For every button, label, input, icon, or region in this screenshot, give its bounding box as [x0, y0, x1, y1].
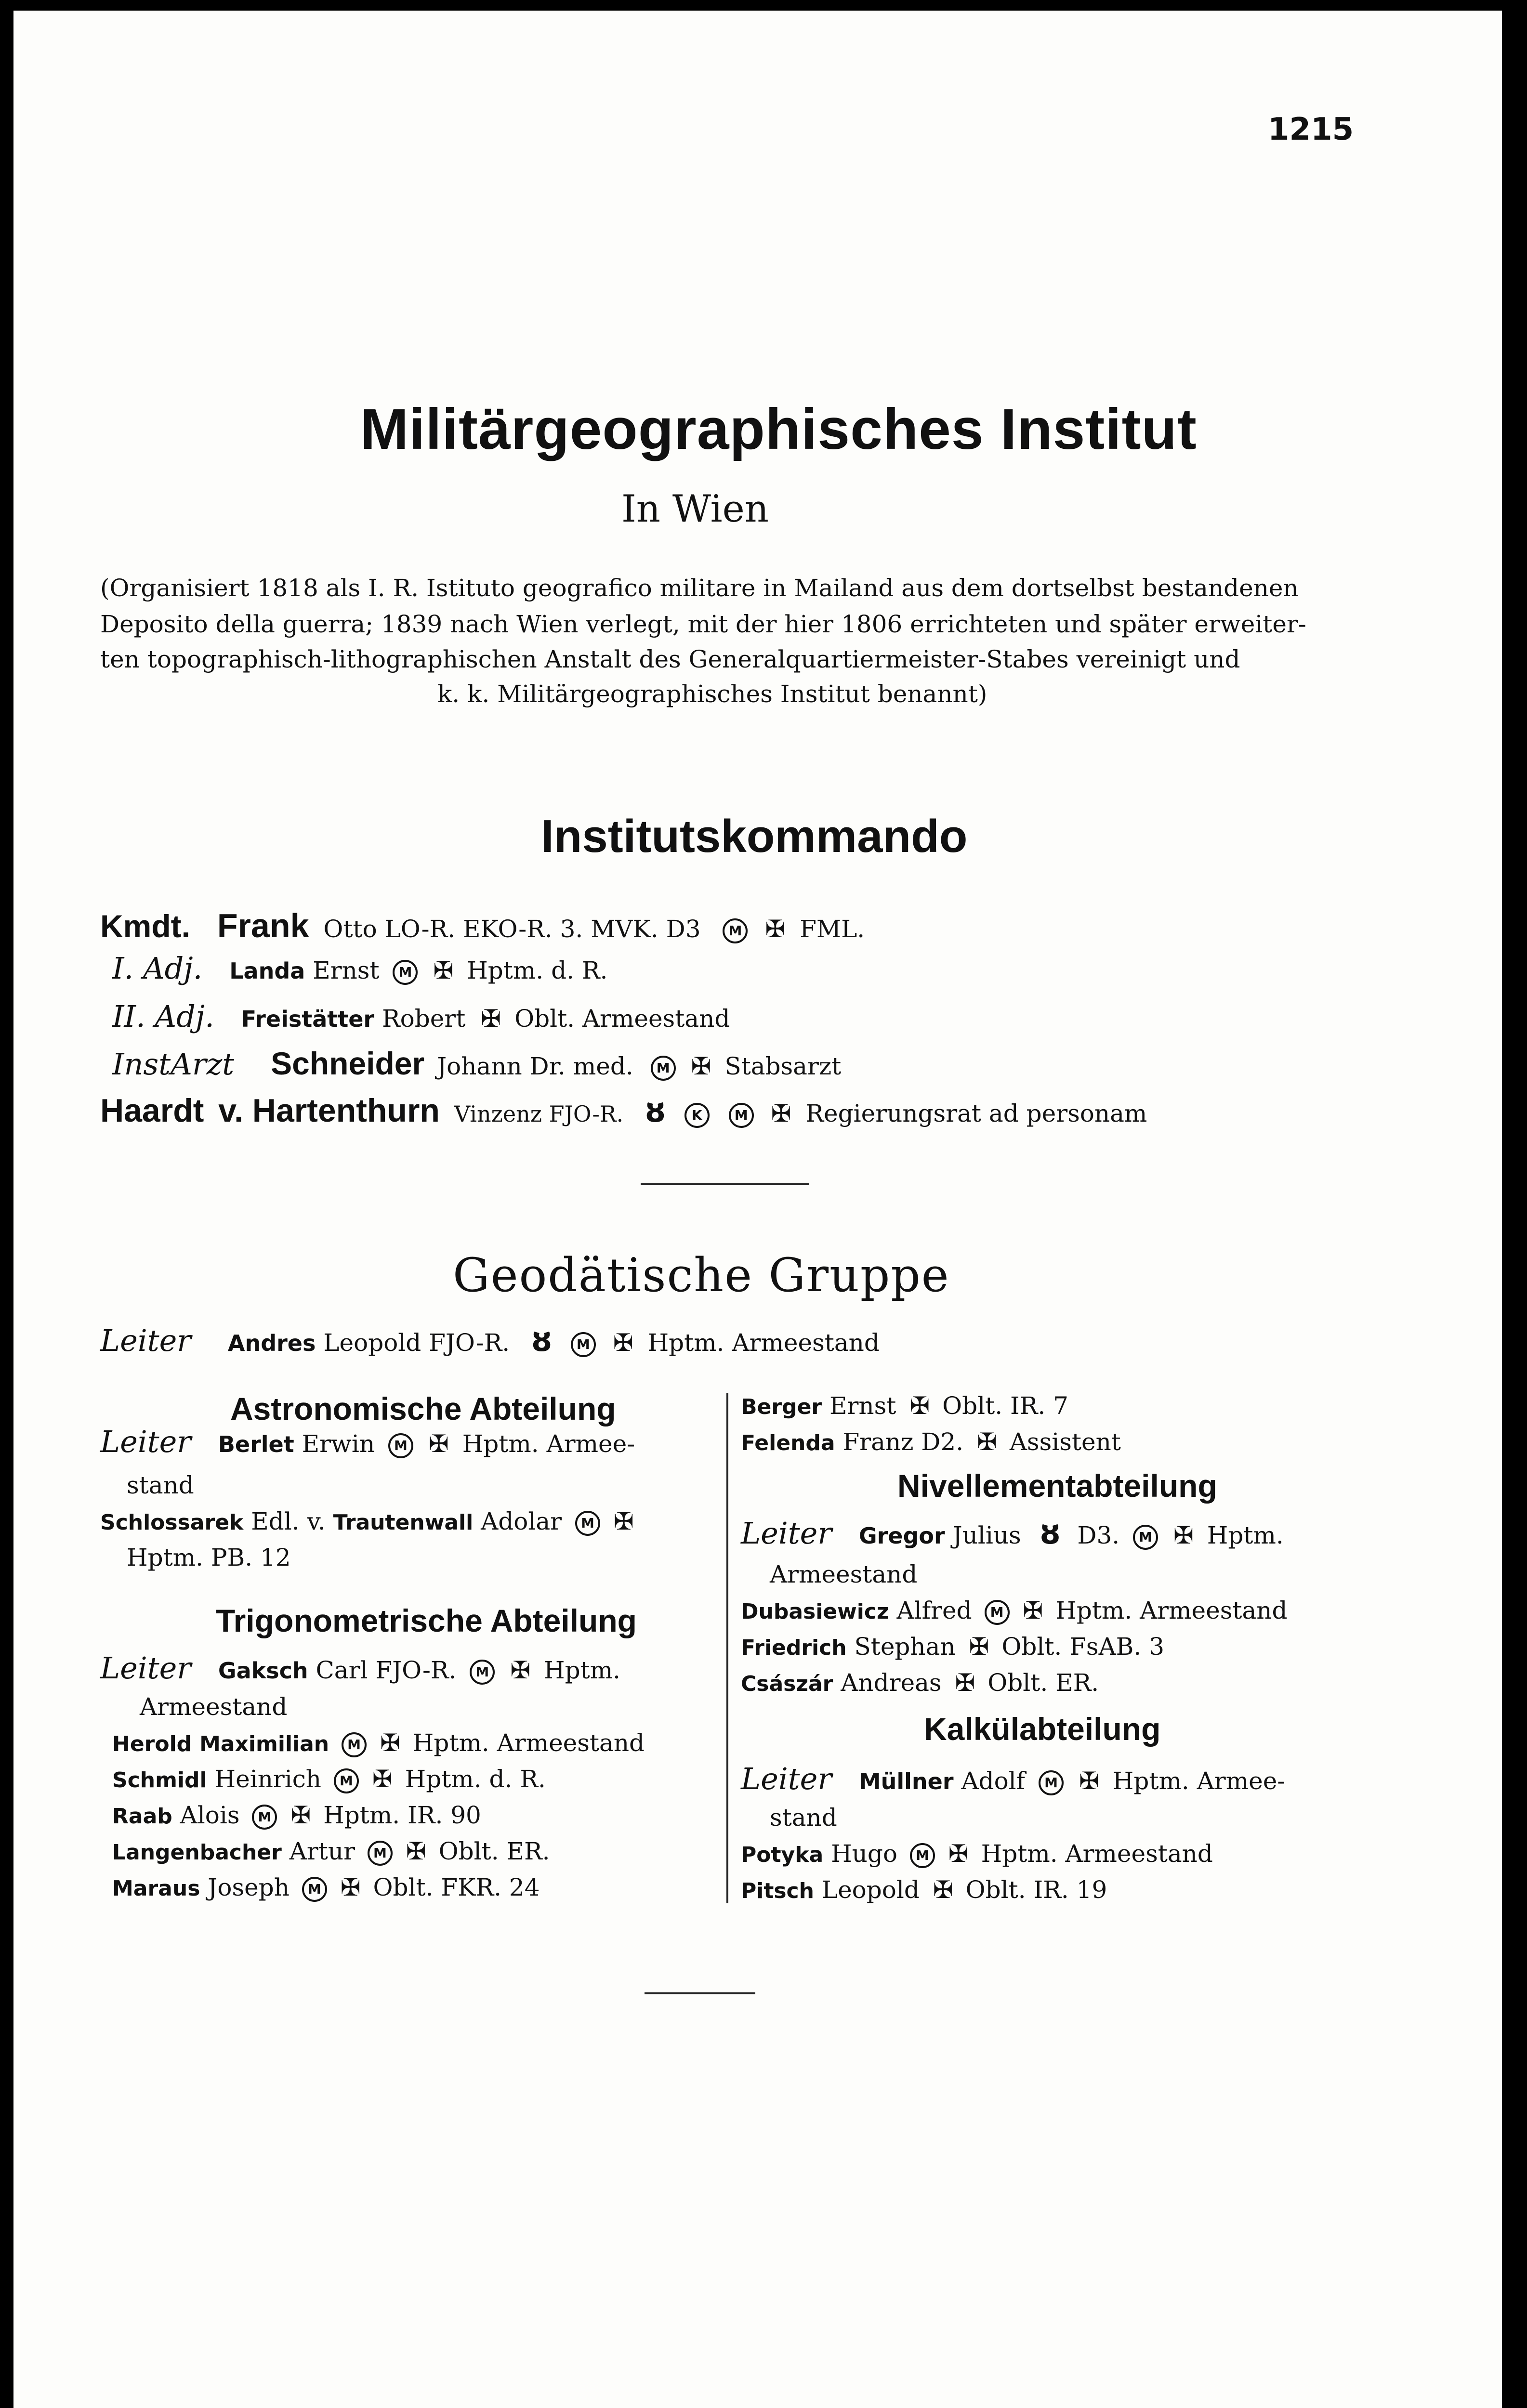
cross-icon: ✠ [613, 1507, 634, 1535]
m-icon: M [302, 1877, 327, 1902]
cross-icon: ✠ [909, 1392, 930, 1420]
kalk-heading: Kalkülabteilung [924, 1711, 1161, 1747]
trig-heading: Trigonometrische Abteilung [216, 1603, 637, 1638]
cross-icon: ✠ [955, 1669, 975, 1697]
kalk-leiter-cont: stand [770, 1804, 837, 1832]
k-icon: K [685, 1103, 710, 1128]
list-item: Friedrich Stephan ✠ Oblt. FsAB. 3 [741, 1629, 1164, 1666]
list-item: Raab Alois M ✠ Hptm. IR. 90 [112, 1797, 481, 1834]
list-item: Berger Ernst ✠ Oblt. IR. 7 [741, 1388, 1068, 1425]
divider [645, 1992, 755, 1994]
list-item: Maraus Joseph M ✠ Oblt. FKR. 24 [112, 1870, 540, 1907]
cross-icon: ✠ [1023, 1597, 1043, 1624]
schlossarek-cont: Hptm. PB. 12 [127, 1544, 291, 1571]
geo-leiter-row: Leiter Andres Leopold FJO-R. ȣ M ✠ Hptm. Armeestand [100, 1323, 880, 1358]
list-item: Schmidl Heinrich M ✠ Hptm. d. R. [112, 1761, 546, 1798]
niv-leiter: Leiter Gregor Julius ȣ D3. M ✠ Hptm. [741, 1516, 1284, 1554]
cross-icon: ✠ [765, 915, 786, 943]
column-divider [726, 1393, 728, 1903]
list-item: Pitsch Leopold ✠ Oblt. IR. 19 [741, 1872, 1107, 1909]
m-icon: M [571, 1332, 596, 1357]
list-item: Langenbacher Artur M ✠ Oblt. ER. [112, 1833, 550, 1871]
kommando-row: InstArzt Schneider Johann Dr. med. M ✠ Stabsarzt [112, 1046, 842, 1082]
kommando-heading: Institutskommando [541, 811, 968, 862]
intro-line-2: Deposito della guerra; 1839 nach Wien verlegt, mit der hier 1806 errichteten und später erweiter- [100, 610, 1306, 638]
cross-icon: ✠ [977, 1428, 997, 1456]
intro-line-1: (Organisiert 1818 als I. R. Istituto geografico militare in Mailand aus dem dortselbst bestandenen [100, 574, 1299, 602]
page-number: 1215 [1268, 112, 1354, 147]
m-icon: M [342, 1732, 367, 1757]
cross-icon: ✠ [428, 1430, 449, 1458]
paper-sheet [13, 11, 1502, 2408]
m-icon: M [910, 1843, 935, 1868]
intro-line-3: ten topographisch-lithographischen Anstalt des Generalquartiermeister-Stabes vereinigt und [100, 645, 1240, 673]
intro-line-4: k. k. Militärgeographisches Institut benannt) [437, 680, 987, 708]
cross-icon: ✠ [372, 1765, 393, 1793]
cross-icon: ✠ [948, 1840, 969, 1868]
geo-heading: Geodätische Gruppe [453, 1248, 950, 1302]
astro-leiter-cont: stand [127, 1471, 194, 1499]
m-icon: M [252, 1805, 277, 1830]
m-icon: M [723, 918, 748, 943]
medal-icon: ȣ [645, 1094, 665, 1129]
m-icon: M [470, 1660, 495, 1685]
list-item: Potyka Hugo M ✠ Hptm. Armeestand [741, 1836, 1213, 1873]
trig-leiter-cont: Armeestand [140, 1693, 288, 1721]
m-icon: M [388, 1433, 413, 1458]
kommando-row: II. Adj. Freistätter Robert ✠ Oblt. Armeestand [112, 999, 730, 1034]
astro-leiter: Leiter Berlet Erwin M ✠ Hptm. Armee- [100, 1424, 635, 1462]
m-icon: M [1133, 1525, 1158, 1550]
medal-icon: ȣ [1040, 1516, 1060, 1551]
cross-icon: ✠ [969, 1633, 989, 1661]
cross-icon: ✠ [1079, 1767, 1099, 1795]
m-icon: M [334, 1768, 359, 1793]
page-title: Militärgeographisches Institut [360, 397, 1197, 461]
niv-heading: Nivellementabteilung [897, 1468, 1217, 1504]
cross-icon: ✠ [691, 1052, 711, 1080]
list-item: Császár Andreas ✠ Oblt. ER. [741, 1665, 1099, 1702]
kommando-row: Kmdt. Frank Otto LO-R. EKO-R. 3. MVK. D3 M ✠ FML. [100, 907, 865, 944]
schlossarek-row: Schlossarek Edl. v. Trautenwall Adolar M ✠ [100, 1504, 634, 1541]
astro-heading: Astronomische Abteilung [230, 1391, 616, 1426]
kalk-leiter: Leiter Müllner Adolf M ✠ Hptm. Armee- [741, 1761, 1285, 1799]
cross-icon: ✠ [380, 1729, 400, 1757]
cross-icon: ✠ [290, 1801, 311, 1829]
medal-icon: ȣ [532, 1323, 552, 1358]
m-icon: M [575, 1511, 600, 1536]
cross-icon: ✠ [406, 1837, 426, 1865]
m-icon: M [368, 1841, 393, 1866]
cross-icon: ✠ [340, 1873, 361, 1901]
m-icon: M [651, 1056, 676, 1081]
divider [641, 1183, 809, 1185]
cross-icon: ✠ [933, 1876, 953, 1904]
kommando-row: Haardt v. Hartenthurn Vinzenz FJO-R. ȣ K M ✠ Regierungsrat ad personam [100, 1092, 1147, 1129]
m-icon: M [393, 960, 418, 985]
list-item: Herold Maximilian M ✠ Hptm. Armeestand [112, 1725, 645, 1762]
cross-icon: ✠ [433, 956, 454, 984]
cross-icon: ✠ [613, 1329, 633, 1357]
list-item: Dubasiewicz Alfred M ✠ Hptm. Armeestand [741, 1593, 1288, 1630]
cross-icon: ✠ [771, 1099, 791, 1127]
kommando-row: I. Adj. Landa Ernst M ✠ Hptm. d. R. [112, 951, 608, 986]
m-icon: M [729, 1103, 754, 1128]
cross-icon: ✠ [481, 1005, 501, 1033]
list-item: Felenda Franz D2. ✠ Assistent [741, 1424, 1121, 1461]
m-icon: M [985, 1600, 1010, 1625]
m-icon: M [1039, 1770, 1064, 1795]
niv-leiter-cont: Armeestand [770, 1560, 918, 1588]
trig-leiter: Leiter Gaksch Carl FJO-R. M ✠ Hptm. [100, 1650, 620, 1688]
cross-icon: ✠ [1173, 1521, 1194, 1549]
cross-icon: ✠ [510, 1656, 531, 1684]
page-subtitle: In Wien [621, 487, 769, 531]
